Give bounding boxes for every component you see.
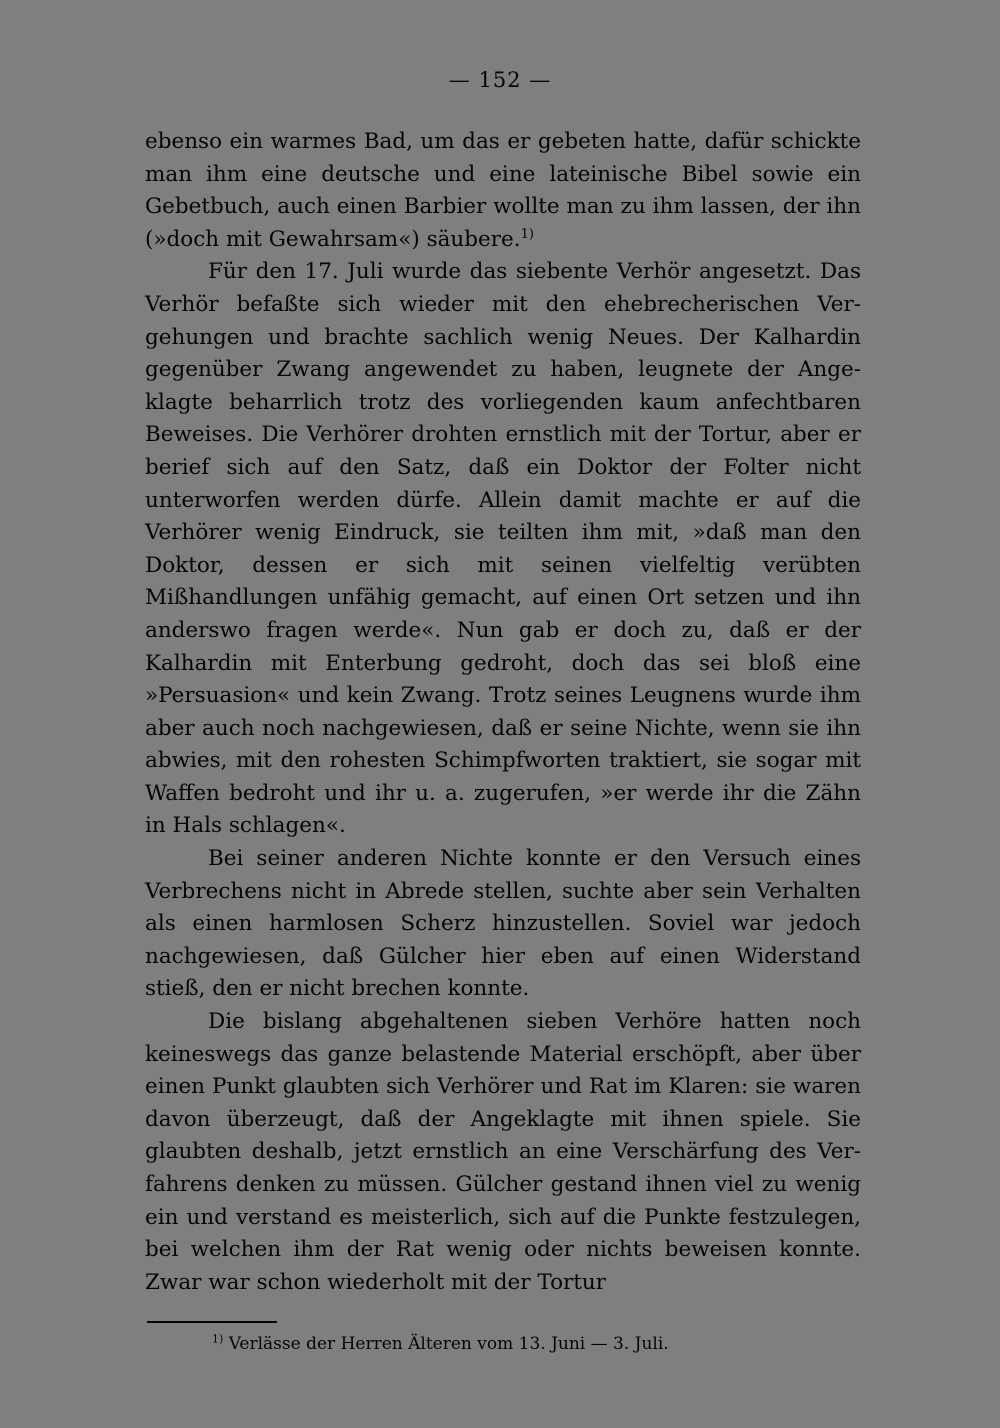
footnote-text: Verlässe der Herren Älteren vom 13. Juni — 3. Juli.	[228, 1334, 669, 1354]
footnote-reference: 1)	[520, 226, 534, 242]
paragraph-3: Bei seiner anderen Nichte konnte er den Versuch eines Verbrechens nicht in Abrede stellen, suchte aber sein Verhalten als einen harmlosen Scherz hinzustellen. Soviel war jedoch nachgewiesen, daß Gülcher hier eben auf einen Widerstand stieß, den er nicht brechen konnte.	[145, 846, 861, 1002]
paragraph-1	[145, 126, 861, 256]
footnote	[212, 1331, 832, 1357]
paragraph-1-text: ebenso ein warmes Bad, um das er gebeten hatte, dafür schickte man ihm eine deutsche und eine lateinische Bibel sowie ein Gebetbuch, auch einen Barbier wollte man zu ihm lassen, der ihn (»doch mit Gewahrsam«) säubere.	[145, 129, 861, 252]
body-text	[145, 126, 861, 1299]
paragraph-2: Für den 17. Juli wurde das siebente Verhör angesetzt. Das Verhör befaßte sich wieder mit den ehebrecherischen Vergehungen und brachte sachlich wenig Neues. Der Kalhardin gegenüber Zwang angewendet zu haben, leugnete der Angeklagte beharrlich trotz des vorliegenden kaum anfechtbaren Beweises. Die Verhörer drohten ernstlich mit der Tortur, aber er berief sich auf den Satz, daß ein Doktor der Folter nicht unterworfen werden dürfe. Allein damit machte er auf die Verhörer wenig Eindruck, sie teilten ihm mit, »daß man den Doktor, dessen er sich mit seinen vielfeltig verübten Mißhandlungen unfähig gemacht, auf einen Ort setzen und ihn anderswo fragen werde«. Nun gab er doch zu, daß er der Kalhardin mit Enterbung gedroht, doch das sei bloß eine »Persuasion« und kein Zwang. Trotz seines Leugnens wurde ihm aber auch noch nachgewiesen, daß er seine Nichte, wenn sie ihn abwies, mit den rohesten Schimpfworten traktiert, sie sogar mit Waffen bedroht und ihr u. a. zugerufen, »er werde ihr die Zähn in Hals schlagen«.	[145, 259, 861, 839]
footnote-marker: 1)	[212, 1332, 224, 1346]
page-number: — 152 —	[448, 68, 552, 92]
footnote-separator	[147, 1321, 277, 1323]
paragraph-4: Die bislang abgehaltenen sieben Verhöre hatten noch keineswegs das ganze belastende Material erschöpft, aber über einen Punkt glaubten sich Verhörer und Rat im Klaren: sie waren davon überzeugt, daß der Angeklagte mit ihnen spiele. Sie glaubten deshalb, jetzt ernstlich an eine Verschärfung des Verfahrens denken zu müssen. Gülcher gestand ihnen viel zu wenig ein und verstand es meisterlich, sich auf die Punkte festzulegen, bei welchen ihm der Rat wenig oder nichts beweisen konnte. Zwar war schon wiederholt mit der Tortur	[145, 1009, 861, 1295]
